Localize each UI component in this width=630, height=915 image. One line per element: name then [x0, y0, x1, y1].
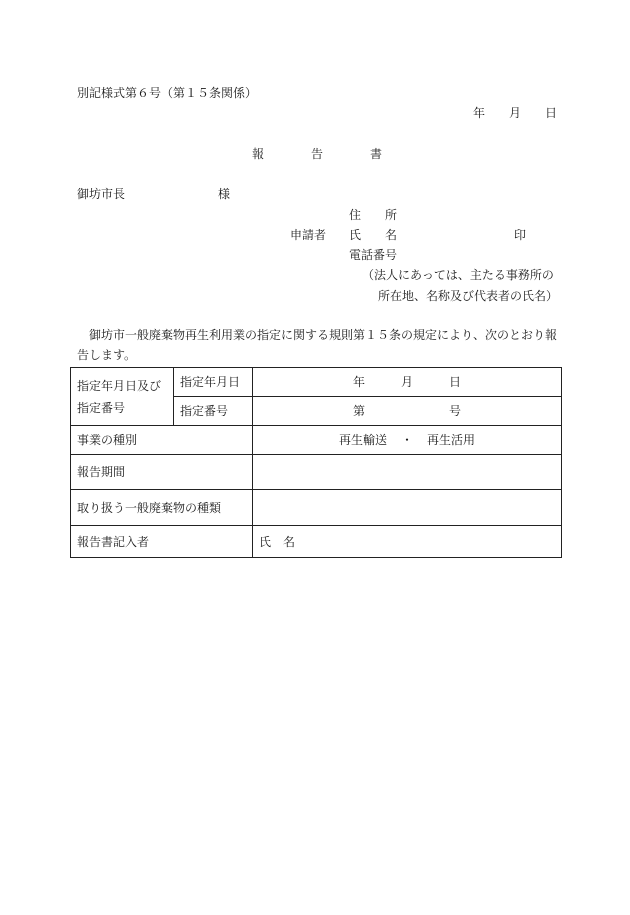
applicant-name-label-2: 名 — [385, 228, 398, 242]
title-char-3: 書 — [370, 147, 383, 161]
waste-types-field[interactable] — [253, 490, 562, 526]
applicant-address-label-1: 住 — [349, 208, 362, 222]
designation-number-prefix: 第 — [352, 404, 365, 418]
addressee-name: 御坊市長 — [77, 187, 126, 201]
designation-date-label: 指定年月日 — [174, 368, 253, 397]
applicant-phone-label: 電話番号 — [349, 248, 398, 262]
table-row — [71, 526, 562, 558]
writer-name-label-2: 名 — [283, 534, 296, 549]
seal-mark: 印 — [514, 228, 527, 242]
table-row — [71, 490, 562, 526]
business-type-separator: ・ — [400, 433, 413, 447]
designation-group-line-1: 指定年月日及び — [77, 378, 162, 393]
date-year-label: 年 — [473, 106, 486, 120]
report-form-table — [70, 367, 562, 558]
business-type-option-utilization[interactable]: 再生活用 — [427, 433, 476, 447]
form-number-label: 別記様式第６号（第１５条関係） — [77, 86, 258, 100]
date-day-label: 日 — [545, 106, 558, 120]
designation-group-label — [71, 368, 174, 426]
table-row — [71, 455, 562, 490]
title-char-2: 告 — [311, 147, 324, 161]
report-period-field[interactable] — [253, 455, 562, 490]
business-type-label: 事業の種別 — [71, 426, 253, 455]
body-text-line-1: 御坊市一般廃棄物再生利用業の指定に関する規則第１５条の規定により、次のとおり報 — [89, 328, 558, 342]
designation-number-suffix: 号 — [449, 404, 462, 418]
table-row — [71, 368, 562, 397]
body-text-line-2: 告します。 — [77, 348, 137, 362]
applicant-address-label-2: 所 — [385, 208, 398, 222]
table-row — [71, 426, 562, 455]
writer-name-label-1: 氏 — [259, 534, 272, 549]
designation-number-label: 指定番号 — [174, 397, 253, 426]
designation-date-field[interactable] — [253, 368, 562, 397]
title-char-1: 報 — [252, 147, 265, 161]
applicant-label: 申請者 — [290, 228, 327, 242]
addressee-honorific: 様 — [218, 187, 231, 201]
designation-date-month: 月 — [400, 375, 413, 389]
writer-name-field[interactable] — [253, 526, 562, 558]
writer-label: 報告書記入者 — [71, 526, 253, 558]
applicant-note-line-1: （法人にあっては、主たる事務所の — [362, 268, 554, 282]
date-month-label: 月 — [509, 106, 522, 120]
report-period-label: 報告期間 — [71, 455, 253, 490]
business-type-field[interactable] — [253, 426, 562, 455]
designation-group-line-2: 指定番号 — [77, 400, 126, 415]
designation-number-field[interactable] — [253, 397, 562, 426]
waste-types-label: 取り扱う一般廃棄物の種類 — [71, 490, 253, 526]
business-type-option-transport[interactable]: 再生輸送 — [338, 433, 387, 447]
designation-date-day: 日 — [449, 375, 462, 389]
applicant-note-line-2: 所在地、名称及び代表者の氏名） — [378, 289, 559, 303]
designation-date-year: 年 — [352, 375, 365, 389]
applicant-name-label-1: 氏 — [349, 228, 362, 242]
